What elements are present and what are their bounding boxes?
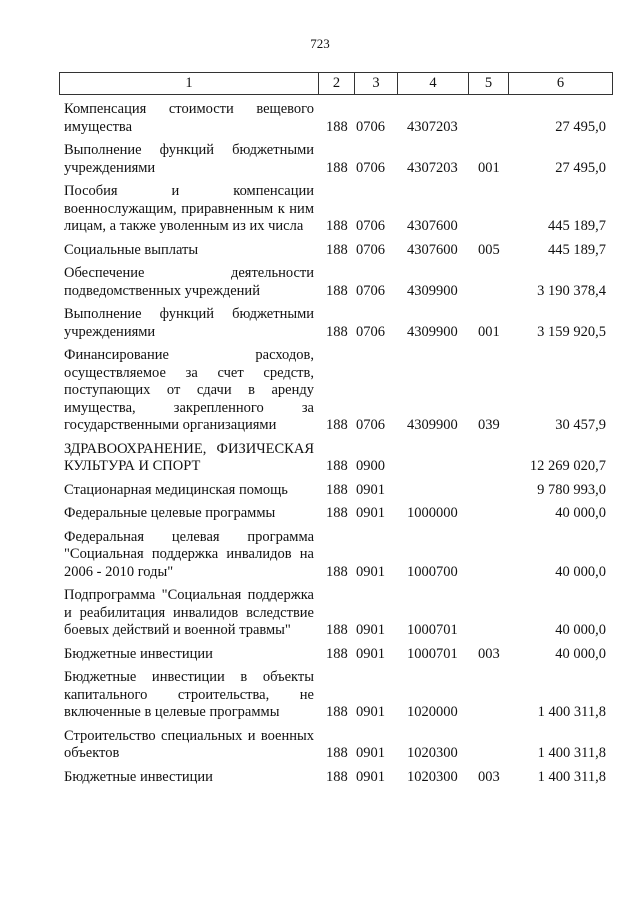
row-cell-2: 188 (326, 282, 348, 299)
row-cell-5: 039 (478, 417, 500, 433)
row-cell-5: 003 (478, 645, 500, 662)
row-cell-6: 1 400 311,8 (537, 745, 606, 761)
row-cell-6: 30 457,9 (555, 417, 606, 433)
row-description: Федеральная целевая программа "Социальная поддержка инвалидов на 2006 - 2010 годы" (64, 528, 314, 580)
row-cell-2: 188 (326, 159, 348, 176)
row-description: ЗДРАВООХРАНЕНИЕ, ФИЗИЧЕСКАЯ КУЛЬТУРА И СПОРТ (64, 440, 314, 474)
table-row (59, 728, 613, 763)
table-row (59, 669, 613, 722)
row-cell-4: 4307600 (407, 218, 458, 234)
table-row (59, 306, 613, 341)
table-row (59, 441, 613, 476)
table-row (59, 529, 613, 582)
row-cell-6: 9 780 993,0 (537, 481, 606, 498)
row-cell-5: 005 (478, 241, 500, 258)
row-cell-2: 188 (326, 505, 348, 521)
row-cell-6: 27 495,0 (555, 159, 606, 176)
row-cell-4: 1020300 (407, 745, 458, 761)
row-cell-3: 0901 (356, 745, 385, 761)
row-description: Социальные выплаты (64, 241, 199, 258)
row-cell-4: 1020300 (407, 768, 458, 785)
row-cell-2: 188 (326, 218, 348, 234)
row-description: Пособия и компенсации военнослужащим, приравненным к ним лицам, а также уволенным из их числа (64, 183, 314, 234)
table-row (59, 183, 613, 236)
row-cell-6: 27 495,0 (555, 118, 606, 135)
row-cell-6: 3 190 378,4 (537, 282, 606, 299)
row-cell-3: 0901 (356, 768, 385, 785)
header-cell: 5 (469, 73, 509, 94)
row-description: Обеспечение деятельности подведомственных учреждений (64, 265, 314, 299)
row-cell-4: 4307600 (407, 241, 458, 258)
row-cell-4: 1000701 (407, 645, 458, 662)
row-cell-5: 001 (478, 159, 500, 176)
row-cell-5: 003 (478, 768, 500, 785)
row-cell-6: 445 189,7 (548, 241, 606, 258)
row-cell-4: 1000700 (407, 563, 458, 580)
row-description: Строительство специальных и военных объектов (64, 727, 314, 761)
row-cell-3: 0706 (356, 241, 385, 258)
row-cell-3: 0901 (356, 563, 385, 580)
table-row (59, 347, 613, 435)
table-row (59, 265, 613, 300)
row-description: Стационарная медицинская помощь (64, 481, 288, 498)
row-description: Подпрограмма "Социальная поддержка и реабилитация инвалидов вследствие боевых действий и военной травмы" (64, 587, 314, 638)
row-cell-3: 0901 (356, 645, 385, 662)
row-cell-4: 4309900 (407, 323, 458, 340)
row-cell-2: 188 (326, 417, 348, 433)
table-row (59, 646, 613, 664)
row-cell-5: 001 (478, 323, 500, 340)
row-cell-3: 0706 (356, 417, 385, 433)
row-cell-4: 4307203 (407, 159, 458, 176)
table-row (59, 482, 613, 500)
row-cell-3: 0901 (356, 481, 385, 498)
row-cell-3: 0901 (356, 505, 385, 521)
row-cell-6: 12 269 020,7 (529, 458, 606, 474)
row-cell-2: 188 (326, 241, 348, 258)
row-cell-3: 0706 (356, 159, 385, 176)
row-cell-6: 40 000,0 (555, 622, 606, 638)
budget-table (59, 72, 613, 786)
page-number: 723 (310, 36, 330, 51)
row-description: Финансирование расходов, осуществляемое за счет средств, поступающих от сдачи в аренду имущества, закрепленного за государственными организациями (64, 347, 314, 433)
row-cell-2: 188 (326, 458, 348, 474)
row-cell-2: 188 (326, 745, 348, 761)
row-cell-6: 1 400 311,8 (537, 704, 606, 720)
row-cell-6: 40 000,0 (555, 645, 606, 662)
row-cell-2: 188 (326, 563, 348, 580)
row-cell-3: 0900 (356, 458, 385, 474)
row-cell-2: 188 (326, 323, 348, 340)
row-cell-2: 188 (326, 622, 348, 638)
row-cell-6: 3 159 920,5 (537, 323, 606, 340)
row-cell-3: 0706 (356, 282, 385, 299)
row-description: Выполнение функций бюджетными учреждениями (64, 306, 314, 340)
row-cell-6: 1 400 311,8 (537, 768, 606, 785)
row-cell-4: 4309900 (407, 282, 458, 299)
row-cell-3: 0706 (356, 323, 385, 340)
header-cell: 1 (60, 73, 319, 94)
row-cell-4: 1000701 (407, 622, 458, 638)
row-description: Бюджетные инвестиции (64, 645, 213, 662)
row-cell-3: 0901 (356, 704, 385, 720)
table-header (59, 72, 613, 95)
row-cell-6: 40 000,0 (555, 505, 606, 521)
header-cell: 6 (556, 75, 565, 91)
row-cell-4: 1000000 (407, 505, 458, 521)
table-row (59, 505, 613, 523)
row-cell-3: 0706 (356, 118, 385, 135)
row-description: Выполнение функций бюджетными учреждениями (64, 142, 314, 176)
table-row (59, 242, 613, 260)
row-cell-4: 4309900 (407, 417, 458, 433)
row-cell-3: 0706 (356, 218, 385, 234)
row-cell-6: 445 189,7 (548, 218, 606, 234)
row-cell-2: 188 (326, 768, 348, 785)
row-cell-2: 188 (326, 481, 348, 498)
row-cell-3: 0901 (356, 622, 385, 638)
row-description: Бюджетные инвестиции (64, 768, 213, 785)
header-cell: 3 (355, 73, 398, 94)
row-description: Бюджетные инвестиции в объекты капитального строительства, не включенные в целевые программы (64, 669, 314, 720)
row-description: Компенсация стоимости вещевого имущества (64, 101, 314, 135)
row-cell-2: 188 (326, 645, 348, 662)
row-cell-2: 188 (326, 704, 348, 720)
row-cell-2: 188 (326, 118, 348, 135)
table-row (59, 101, 613, 136)
row-cell-4: 1020000 (407, 704, 458, 720)
table-row (59, 587, 613, 640)
table-row (59, 769, 613, 787)
header-cell: 2 (319, 73, 355, 94)
table-row (59, 142, 613, 177)
header-cell: 4 (398, 73, 469, 94)
row-cell-4: 4307203 (407, 118, 458, 135)
row-cell-6: 40 000,0 (555, 563, 606, 580)
row-description: Федеральные целевые программы (64, 505, 276, 521)
